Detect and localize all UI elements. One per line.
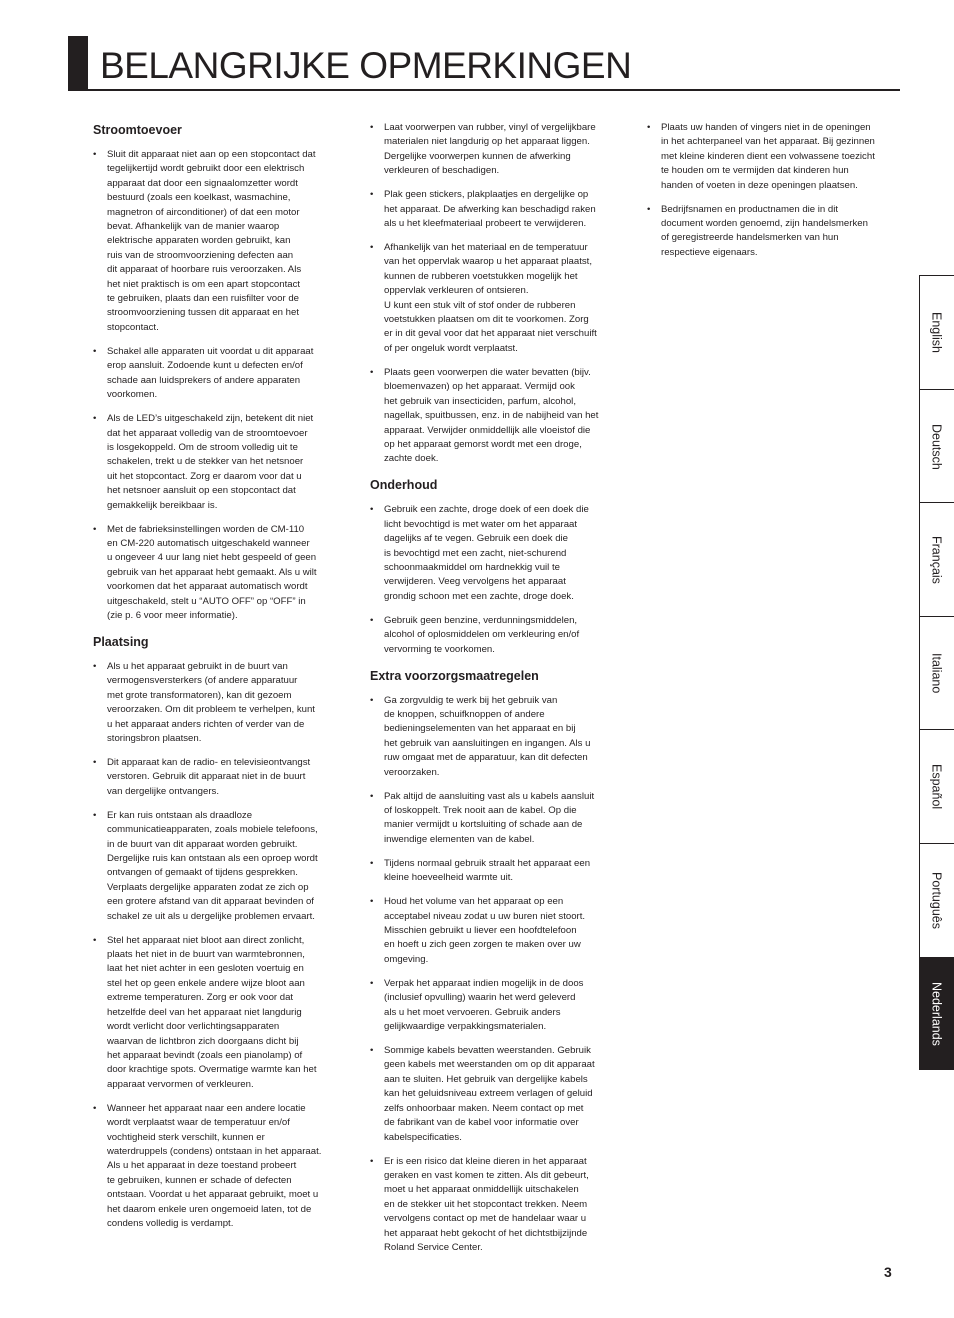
section-heading: Extra voorzorgsmaatregelen: [370, 668, 539, 683]
list-item: [370, 857, 624, 886]
tab-label: English: [929, 312, 944, 353]
bullet-marker: •: [93, 809, 97, 821]
bullet-list: [370, 121, 624, 467]
section-heading: Onderhoud: [370, 478, 438, 493]
item-text: Verpak het apparaat indien mogelijk in de doos (inclusief opvulling) waarin het werd geleverd als u het moet vervoeren. Gebruik anders gelijkwaardige verpakkingsmaterialen.: [384, 977, 584, 1033]
list-item: [370, 1155, 624, 1256]
item-text: Schakel alle apparaten uit voordat u dit apparaat erop aansluit. Zodoende kunt u defecten en/of schade aan luidsprekers of andere apparaten voorkomen.: [107, 345, 314, 401]
item-text: Gebruik geen benzine, verdunningsmiddelen, alcohol of oplosmiddelen om verkleuring en/of vervorming te voorkomen.: [384, 614, 580, 655]
bullet-marker: •: [93, 523, 97, 535]
item-text: Gebruik een zachte, droge doek of een doek die licht bevochtigd is met water om het apparaat dagelijks af te vegen. Gebruik een doek die is bevochtigd met een zacht, niet-schurend schoonmaakmiddel om hardnekkig vuil te verwijderen. Veeg vervolgens het apparaat grondig schoon met een zachte, droge doek.: [384, 504, 589, 602]
item-text: Ga zorgvuldig te werk bij het gebruik van de knoppen, schuifknoppen of andere bedieningselementen van het apparaat en bij het gebruik van aansluitingen en ingangen. Als u ruw omgaat met de apparatuur, kan dit defecten veroorzaken.: [384, 694, 591, 778]
item-text: Als u het apparaat gebruikt in de buurt van vermogensversterkers (of andere apparatuur met grote transformatoren), kan dit gezoem veroorzaken. Om dit probleem te verhelpen, kunt u het apparaat anders richten of verder van de storingsbron plaatsen.: [107, 660, 315, 744]
list-item: [370, 121, 624, 179]
bullet-marker: •: [370, 896, 374, 908]
tab-english[interactable]: [919, 276, 954, 389]
item-text: Bedrijfsnamen en productnamen die in dit document worden genoemd, zijn handelsmerken of geregistreerde handelsmerken van hun respectieve eigenaars.: [661, 203, 868, 258]
item-text: Laat voorwerpen van rubber, vinyl of vergelijkbare materialen niet langdurig op het apparaat liggen. Dergelijke voorwerpen kunnen de afwerking verkleuren of beschadigen.: [384, 122, 596, 177]
list-item: [370, 503, 624, 604]
bullet-marker: •: [370, 366, 374, 378]
tab-italiano[interactable]: [919, 617, 954, 730]
section-plaatsing: [93, 633, 347, 1231]
list-item: [93, 345, 347, 403]
section-heading: Stroomtoevoer: [93, 123, 182, 137]
list-item: [370, 1044, 624, 1145]
list-item: [93, 934, 347, 1092]
item-text: Stel het apparaat niet bloot aan direct zonlicht, plaats het niet in de buurt van warmtebronnen, laat het niet achter in een gesloten voertuig en stel het op geen enkele andere wijze bloot aan extreme temperaturen. Zorg er ook voor dat hetzelfde deel van het apparaat niet langdurig wordt verlicht door verlichtingsapparaten waarvan de lichtbron zich doorgaans dicht bij het apparaat bevindt (zoals een pianolamp) of door krachtige spots. Overmatige warmte kan het apparaat vervormen of verkleuren.: [107, 934, 317, 1090]
page-title: BELANGRIJKE OPMERKINGEN: [100, 45, 632, 86]
tab-deutsch[interactable]: [919, 390, 954, 503]
list-item: [370, 241, 624, 356]
tab-label: Português: [929, 872, 944, 929]
title-underline: [68, 89, 900, 91]
section-onderhoud: [370, 476, 624, 657]
bullet-marker: •: [370, 189, 374, 201]
item-text: Houd het volume van het apparaat op een acceptabel niveau zodat u uw buren niet stoort. Misschien gebruikt u liever een hoofdtelefoon en hoeft u zich geen zorgen te maken over uw omgeving.: [384, 896, 586, 965]
bullet-marker: •: [93, 345, 97, 357]
list-item: [93, 523, 347, 624]
tab-nederlands[interactable]: [919, 957, 954, 1070]
section-stroomtoevoer: [93, 121, 347, 623]
item-text: Sluit dit apparaat niet aan op een stopcontact dat tegelijkertijd wordt gebruikt door een elektrisch apparaat dat door een signaalomzetter wordt bestuurd (zoals een koelkast, wasmachine, magnetron of airconditioner) of dat een motor bevat. Afhankelijk van de manier waarop elektrische apparaten worden gebruikt, kan ruis van de stroomvoorziening defecten aan dit apparaat of hoorbare ruis veroorzaken. Als het niet praktisch is om een apart stopcontact te gebruiken, plaats dan een ruisfilter voor de stroomvoorziening tussen dit apparaat en het stopcontact.: [107, 149, 316, 333]
item-text: Er is een risico dat kleine dieren in het apparaat geraken en vast komen te zitten. Als dit gebeurt, moet u het apparaat onmiddellijk uitschakelen en de stekker uit het stopcontact trekken. Neem vervolgens contact op met de handelaar waar u het apparaat hebt gekocht of het dichtstbijzijnde Roland Service Center.: [384, 1155, 589, 1253]
list-item: [93, 148, 347, 335]
bullet-list: [93, 660, 347, 1231]
bullet-marker: •: [93, 660, 97, 672]
list-item: [93, 1102, 347, 1232]
item-text: Er kan ruis ontstaan als draadloze communicatieapparaten, zoals mobiele telefoons, in de buurt van dit apparaat worden gebruikt. Dergelijke ruis kan ontstaan als een oproep wordt ontvangen of gemaakt of tijdens gesprekken. Verplaats dergelijke apparaten zodat ze zich op een grotere afstand van dit apparaat bevinden of schakel ze uit als u dergelijke problemen ervaart.: [107, 809, 318, 922]
list-item: [370, 614, 624, 657]
bullet-marker: •: [93, 934, 97, 946]
bullet-marker: •: [370, 122, 374, 133]
list-item: [93, 412, 347, 513]
item-text: Plak geen stickers, plakplaatjes en dergelijke op het apparaat. De afwerking kan beschadigd raken als u het kleefmateriaal probeert te verwijderen.: [384, 189, 596, 230]
list-item: [647, 121, 901, 193]
title-marker-block: [68, 36, 88, 91]
item-text: Plaats uw handen of vingers niet in de openingen in het achterpaneel van het apparaat. Bij gezinnen met kleine kinderen dient een volwassene toezicht te houden om te vermijden dat kinderen hun handen of voeten in deze openingen plaatsen.: [661, 122, 875, 191]
item-text: Wanneer het apparaat naar een andere locatie wordt verplaatst waar de temperatuur en/of vochtigheid sterk verschilt, kunnen er waterdruppels (condens) ontstaan in het apparaat. Als u het apparaat in deze toestand probeert te gebruiken, kunnen er schade of defecten ontstaan. Voordat u het apparaat gebruikt, moet u het daarom enkele uren ongemoeid laten, tot de condens volledig is verdampt.: [107, 1102, 322, 1229]
bullet-marker: •: [93, 413, 97, 425]
tab-espanol[interactable]: [919, 730, 954, 843]
tab-francais[interactable]: [919, 503, 954, 616]
column-1: [93, 121, 347, 1241]
section-extra-continued: [647, 121, 901, 260]
bullet-marker: •: [93, 149, 97, 160]
bullet-marker: •: [370, 694, 374, 706]
list-item: [370, 977, 624, 1035]
column-2: [370, 121, 624, 1265]
bullet-marker: •: [93, 1102, 97, 1114]
list-item: [370, 790, 624, 848]
bullet-marker: •: [370, 614, 374, 626]
item-text: Plaats geen voorwerpen die water bevatten (bijv. bloemenvazen) op het apparaat. Vermijd ook het gebruik van insecticiden, parfum, alcohol, nagellak, spuitbussen, enz. in de nabijheid van het apparaat. Verwijder onmiddellijk alle vloeistof die op het apparaat gemorst wordt met een droge, zachte doek.: [384, 366, 599, 465]
section-extra-voorzorgsmaatregelen: [370, 667, 624, 1256]
list-item: [370, 895, 624, 967]
column-3: [647, 121, 901, 270]
bullet-list: [93, 148, 347, 623]
bullet-marker: •: [370, 790, 374, 802]
bullet-marker: •: [647, 203, 651, 215]
list-item: [370, 366, 624, 467]
tab-label: Italiano: [929, 653, 944, 694]
list-item: [370, 188, 624, 231]
bullet-list: [370, 694, 624, 1256]
tab-label: Deutsch: [929, 423, 944, 470]
bullet-marker: •: [370, 504, 374, 516]
item-text: Dit apparaat kan de radio- en televisieontvangst verstoren. Gebruik dit apparaat niet in de buurt van dergelijke ontvangers.: [107, 757, 311, 797]
bullet-marker: •: [370, 242, 374, 254]
page-number: 3: [884, 1264, 892, 1280]
section-plaatsing-continued: [370, 121, 624, 467]
bullet-marker: •: [370, 857, 374, 869]
list-item: [647, 203, 901, 261]
item-text: Afhankelijk van het materiaal en de temperatuur van het oppervlak waarop u het apparaat plaatst, kunnen de rubberen voetstukken mogelijk het oppervlak verkleuren of ontsieren. U kunt een stuk vilt of stof onder de rubberen voetstukken plaatsen om dit te voorkomen. Zorg er in dit geval voor dat het apparaat niet verschuift of per ongeluk wordt verplaatst.: [384, 242, 597, 354]
tab-label: Nederlands: [929, 981, 944, 1046]
bullet-list: [647, 121, 901, 260]
item-text: Pak altijd de aansluiting vast als u kabels aansluit of loskoppelt. Trek nooit aan de kabel. Op die manier vermijdt u kortsluiting of schade aan de inwendige elementen van de kabel.: [384, 790, 595, 845]
bullet-marker: •: [370, 1155, 374, 1167]
list-item: [93, 756, 347, 799]
list-item: [370, 694, 624, 780]
bullet-marker: •: [647, 122, 651, 133]
list-item: [93, 809, 347, 924]
item-text: Tijdens normaal gebruik straalt het apparaat een kleine hoeveelheid warmte uit.: [384, 857, 591, 884]
tab-label: Español: [929, 763, 944, 810]
bullet-marker: •: [370, 977, 374, 989]
section-heading: Plaatsing: [93, 634, 149, 649]
item-text: Sommige kabels bevatten weerstanden. Gebruik geen kabels met weerstanden om op dit apparaat aan te sluiten. Het gebruik van dergelijke kabels kan het geluidsniveau extreem verlagen of geluid zelfs onhoorbaar maken. Neem contact op met de fabrikant van de kabel voor informatie over kabelspecificaties.: [384, 1045, 595, 1143]
bullet-list: [370, 503, 624, 657]
bullet-marker: •: [370, 1045, 374, 1057]
bullet-marker: •: [93, 757, 97, 768]
item-text: Met de fabrieksinstellingen worden de CM-110 en CM-220 automatisch uitgeschakeld wanneer u ongeveer 4 uur lang niet hebt gespeeld of geen gebruik van het apparaat hebt gemaakt. Als u wilt voorkomen dat het apparaat automatisch wordt uitgeschakeld, stelt u “AUTO OFF” op “OFF” in (zie p. 6 voor meer informatie).: [107, 523, 317, 621]
item-text: Als de LED’s uitgeschakeld zijn, betekent dit niet dat het apparaat volledig van de stroomtoevoer is losgekoppeld. Om de stroom volledig uit te schakelen, trekt u de stekker van het netsnoer uit het stopcontact. Zorg er daarom voor dat u het netsnoer aansluit op een stopcontact dat gemakkelijk bereikbaar is.: [107, 413, 314, 511]
tab-label: Français: [929, 535, 944, 584]
list-item: [93, 660, 347, 746]
tab-portugues[interactable]: [919, 844, 954, 957]
